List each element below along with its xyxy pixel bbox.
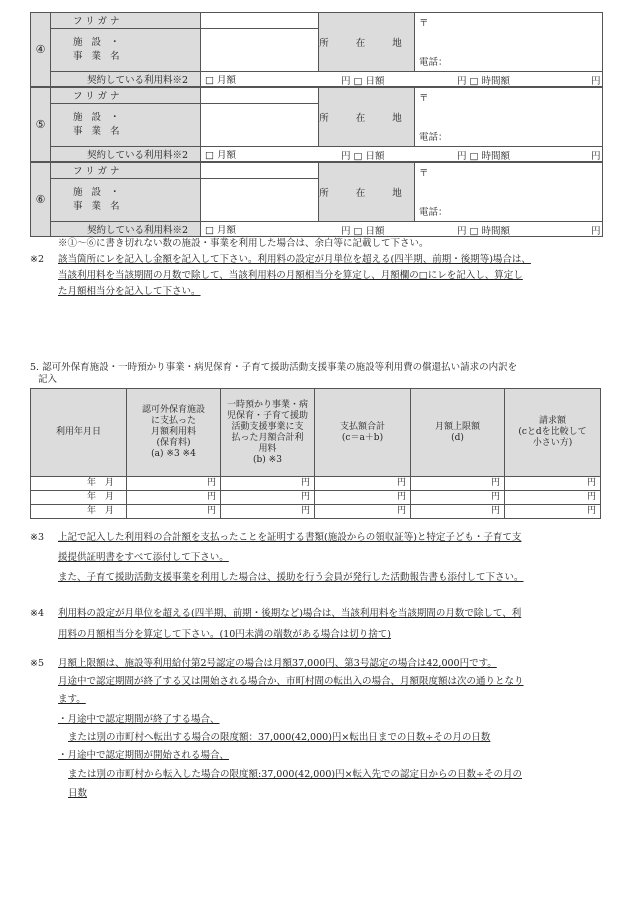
note-2-line1: 該当箇所にレを記入し金額を記入して下さい。利用料の設定が月単位を超える(四半期、前期・後期等)場合は、 <box>58 254 531 265</box>
header-line: 認可外保育施設 <box>141 405 205 415</box>
header-line: 払った月額合計利 <box>231 432 304 443</box>
header-line: 利用年月日 <box>55 427 101 437</box>
header-line: 児保育・子育て援助 <box>226 410 308 421</box>
contract-fee-label: 契約している利用料※2 <box>51 72 201 87</box>
daily-checkbox[interactable]: 円 □ 日額 <box>341 151 385 162</box>
table-cell[interactable]: 円 <box>411 505 505 519</box>
table-header-row <box>31 389 601 477</box>
note-3-line1: 上記で記入した利用料の合計額を支払ったことを証明する書類(施設からの領収証等)と特定子ども・子育て支 <box>58 532 522 543</box>
table-cell[interactable]: 円 <box>505 505 601 519</box>
header-temporary-care-fee <box>221 389 315 477</box>
facility-number: ⑤ <box>31 88 51 162</box>
table-cell[interactable]: 円 <box>505 477 601 491</box>
header-total-paid <box>315 389 411 477</box>
facility-name-label-line1: 施 設 ・ <box>73 36 123 48</box>
header-line: に支払った <box>150 416 196 426</box>
furigana-field[interactable] <box>201 88 319 104</box>
table-cell[interactable]: 円 <box>221 477 315 491</box>
yen-unit: 円 <box>591 76 601 87</box>
reimbursement-table <box>30 388 601 519</box>
header-line: (a) ※3 ※4 <box>151 449 196 459</box>
facility-number: ⑥ <box>31 163 51 237</box>
furigana-field[interactable] <box>201 163 319 179</box>
header-line: 月額上限額 <box>434 421 480 432</box>
contract-fee-label: 契約している利用料※2 <box>51 147 201 162</box>
furigana-label: フリガナ <box>51 13 201 29</box>
postal-mark: 〒 <box>419 168 429 179</box>
header-usage-date <box>31 389 127 477</box>
note-5-mark: ※5 <box>30 658 45 669</box>
header-line: 活動支援事業に支 <box>231 421 304 432</box>
note-5-line4: ・月途中で認定期間が終了する場合、 <box>58 714 220 725</box>
table-cell[interactable]: 円 <box>221 505 315 519</box>
table-cell[interactable]: 円 <box>411 477 505 491</box>
header-line: (b) ※3 <box>253 454 282 465</box>
table-row <box>31 477 601 491</box>
note-4-line1: 利用料の設定が月単位を超える(四半期、前期・後期など)場合は、当該利用料を当該期間の月数で除して、利 <box>58 608 522 619</box>
header-line: (cとdを比較して <box>518 427 587 437</box>
note-5-line3: ます。 <box>58 694 86 705</box>
furigana-field[interactable] <box>201 13 319 29</box>
note-5-line6: ・月途中で認定期間が開始される場合、 <box>58 750 230 761</box>
section-5-title-line1: 5. 認可外保育施設・一時預かり事業・病児保育・子育て援助活動支援事業の施設等利用費の償還払い請求の内訳を <box>30 362 518 373</box>
facility-name-label <box>51 103 201 146</box>
table-row <box>31 505 601 519</box>
note-3-mark: ※3 <box>30 532 45 543</box>
phone-label: 電話： <box>419 57 448 68</box>
header-line: (c＝a＋b) <box>341 432 384 443</box>
address-field[interactable] <box>415 163 603 222</box>
postal-mark: 〒 <box>419 18 429 29</box>
section-5-title-line2: 記入 <box>38 374 58 385</box>
location-label: 所 在 地 <box>319 13 415 72</box>
table-cell[interactable]: 円 <box>315 505 411 519</box>
location-label: 所 在 地 <box>319 163 415 222</box>
table-cell[interactable]: 円 <box>315 477 411 491</box>
facility-name-label <box>51 28 201 71</box>
header-line: 一時預かり事業・病 <box>226 399 308 410</box>
facility-block-5 <box>30 87 603 162</box>
facility-name-label-line2: 事 業 名 <box>73 50 123 62</box>
contract-fee-fields[interactable] <box>201 72 603 87</box>
facility-name-label <box>51 178 201 221</box>
contract-fee-fields[interactable] <box>201 222 603 237</box>
hourly-checkbox[interactable]: 円 □ 時間額 <box>457 226 511 237</box>
furigana-label: フリガナ <box>51 163 201 179</box>
monthly-checkbox[interactable]: □ 月額 <box>205 150 236 161</box>
table-cell-date[interactable]: 年 月 <box>31 477 127 491</box>
table-cell-date[interactable]: 年 月 <box>31 505 127 519</box>
address-field[interactable] <box>415 13 603 72</box>
daily-checkbox[interactable]: 円 □ 日額 <box>341 76 385 87</box>
table-row <box>31 491 601 505</box>
note-2-line2: 当該利用料を当該期間の月数で除して、当該利用料の月額相当分を算定し、月額欄の□にレを記入し、算定し <box>58 270 523 281</box>
header-line: 月額利用料 <box>150 427 196 437</box>
table-cell[interactable]: 円 <box>221 491 315 505</box>
facility-number: ④ <box>31 13 51 87</box>
note-3-line2: 援提供証明書をすべて添付して下さい。 <box>58 552 229 563</box>
facility-block-6 <box>30 162 603 237</box>
postal-mark: 〒 <box>419 93 429 104</box>
note-5-line5: または別の市町村へ転出する場合の限度額：37,000(42,000)円×転出日までの日数÷その月の日数 <box>68 732 491 743</box>
furigana-label: フリガナ <box>51 88 201 104</box>
contract-fee-fields[interactable] <box>201 147 603 162</box>
table-cell[interactable]: 円 <box>411 491 505 505</box>
address-field[interactable] <box>415 88 603 147</box>
header-line: (保育料) <box>156 438 191 448</box>
note-5-line1: 月額上限額は、施設等利用給付第2号認定の場合は月額37,000円、第3号認定の場合は42,000円です。 <box>58 658 497 669</box>
location-label: 所 在 地 <box>319 88 415 147</box>
note-5-line8: 日数 <box>68 788 88 799</box>
facility-name-label-line1: 施 設 ・ <box>73 186 123 198</box>
table-cell-date[interactable]: 年 月 <box>31 491 127 505</box>
header-line: 用料 <box>258 443 277 454</box>
facility-name-field[interactable] <box>201 178 319 221</box>
header-claim-amount <box>505 389 601 477</box>
facility-block-4 <box>30 12 603 87</box>
phone-label: 電話： <box>419 207 448 218</box>
header-monthly-limit <box>411 389 505 477</box>
hourly-checkbox[interactable]: 円 □ 時間額 <box>457 151 511 162</box>
table-cell[interactable]: 円 <box>127 491 221 505</box>
facility-name-label-line2: 事 業 名 <box>73 125 123 137</box>
yen-unit: 円 <box>591 151 601 162</box>
monthly-checkbox[interactable]: □ 月額 <box>205 75 236 86</box>
facility-name-label-line2: 事 業 名 <box>73 200 123 212</box>
header-unlicensed-fee <box>127 389 221 477</box>
note-5-line2: 月途中で認定期間が終了する又は開始される場合か、市町村間の転出入の場合、月額限度額は次の通りとなり <box>58 676 524 687</box>
overflow-note: ※①～⑥に書き切れない数の施設・事業を利用した場合は、余白等に記載して下さい。 <box>58 238 429 249</box>
header-line: 支払額合計 <box>339 421 385 432</box>
note-2-line3: た月額相当分を記入して下さい。 <box>58 286 201 297</box>
table-cell[interactable]: 円 <box>505 491 601 505</box>
note-2-mark: ※2 <box>30 254 45 265</box>
header-line: 請求額 <box>538 416 566 426</box>
phone-label: 電話： <box>419 132 448 143</box>
facility-name-field[interactable] <box>201 103 319 146</box>
contract-fee-label: 契約している利用料※2 <box>51 222 201 237</box>
header-line: 小さい方) <box>532 438 573 448</box>
facility-name-field[interactable] <box>201 28 319 71</box>
facility-name-label-line1: 施 設 ・ <box>73 111 123 123</box>
table-cell[interactable]: 円 <box>127 505 221 519</box>
header-line: (d) <box>451 432 464 443</box>
note-4-line2: 用料の月額相当分を算定して下さい。(10円未満の端数がある場合は切り捨て) <box>58 629 392 640</box>
yen-unit: 円 <box>591 226 601 237</box>
note-3-line3: また、子育て援助活動支援事業を利用した場合は、援助を行う会員が発行した活動報告書も添付して下さい。 <box>58 572 524 583</box>
table-cell[interactable]: 円 <box>315 491 411 505</box>
note-5-line7: または別の市町村から転入した場合の限度額:37,000(42,000)円×転入先での認定日からの日数÷その月の <box>68 769 523 780</box>
monthly-checkbox[interactable]: □ 月額 <box>205 225 236 236</box>
hourly-checkbox[interactable]: 円 □ 時間額 <box>457 76 511 87</box>
note-4-mark: ※4 <box>30 608 45 619</box>
daily-checkbox[interactable]: 円 □ 日額 <box>341 226 385 237</box>
table-cell[interactable]: 円 <box>127 477 221 491</box>
